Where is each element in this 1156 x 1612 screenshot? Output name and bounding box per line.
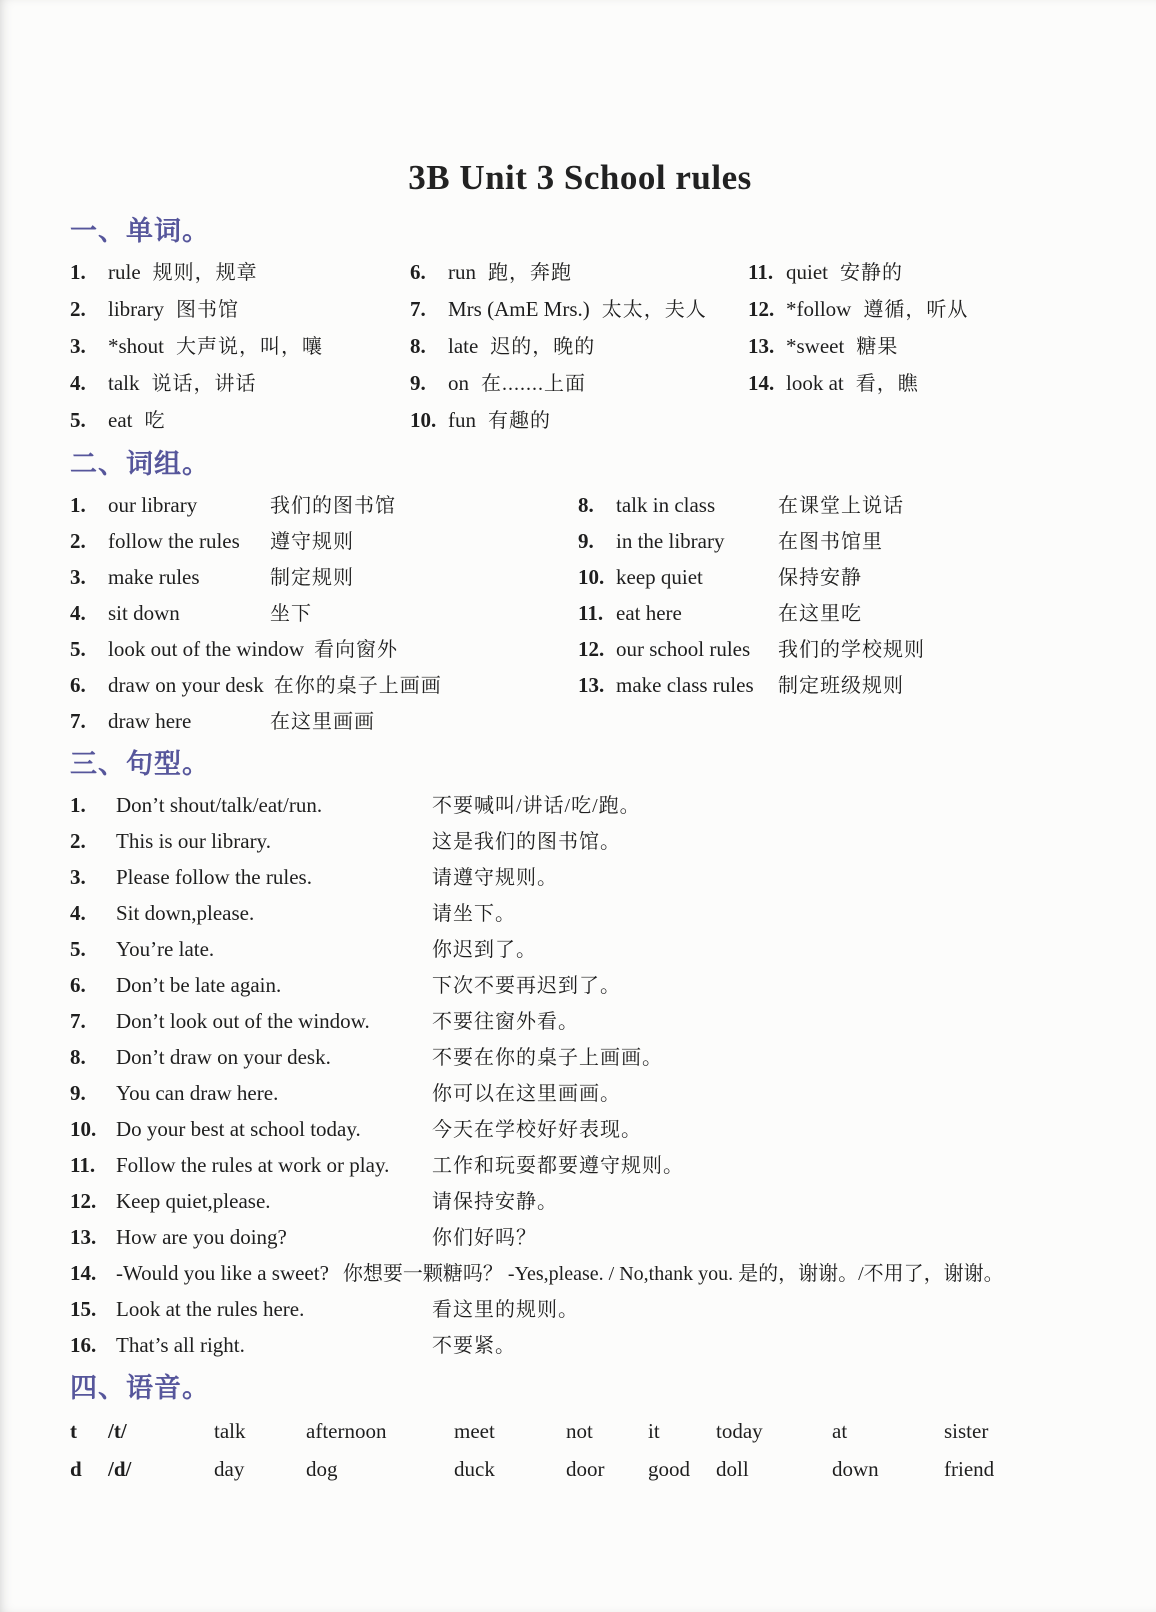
sentence-english: That’s all right. (116, 1333, 245, 1357)
sentence-chinese: 你们好吗？ (432, 1227, 537, 1249)
phrases-list (70, 489, 1090, 741)
sentence-number: 11. (70, 1153, 96, 1177)
phrase-chinese: 坐下 (270, 603, 312, 625)
phrase-chinese: 制定班级规则 (778, 675, 904, 697)
sentence-english: -Would you like a sweet? (116, 1261, 329, 1285)
phonics-letter: t (70, 1419, 77, 1443)
word-number: 8. (410, 334, 426, 358)
sentence-item (70, 1293, 1090, 1329)
phonics-word: down (832, 1457, 879, 1481)
sentence-item (70, 1005, 1090, 1041)
sentence-english: Don’t shout/talk/eat/run. (116, 793, 323, 817)
phrase-chinese: 保持安静 (778, 567, 862, 589)
phrase-number: 5. (70, 637, 86, 661)
word-item (748, 330, 1090, 367)
section-sentences-heading: 三、句型。 (70, 749, 210, 779)
word-english: run (448, 260, 476, 284)
word-chinese: 太太，夫人 (601, 299, 707, 321)
sentence-item (70, 1077, 1090, 1113)
phrase-english: make class rules (616, 673, 754, 697)
phrase-english: keep quiet (616, 565, 703, 589)
sentence-item (70, 933, 1090, 969)
sentence-english: Please follow the rules. (116, 865, 312, 889)
sentence-item (70, 789, 1090, 825)
word-item (70, 256, 410, 293)
sentence-number: 6. (70, 973, 86, 997)
phrase-english: sit down (108, 601, 180, 625)
sentence-chinese: 工作和玩耍都要遵守规则。 (432, 1155, 684, 1177)
word-item (70, 293, 410, 330)
sentence-item (70, 897, 1090, 933)
phonics-letter: d (70, 1457, 82, 1481)
sentence-chinese: 你想要一颗糖吗？ -Yes,please. / No,thank you. 是的，谢谢。/不用了，谢谢。 (342, 1263, 1004, 1285)
phonics-word: it (648, 1419, 660, 1443)
word-number: 13. (748, 334, 775, 358)
sentence-number: 8. (70, 1045, 86, 1069)
word-english: library (108, 297, 164, 321)
sentence-item (70, 1041, 1090, 1077)
phrase-chinese: 我们的学校规则 (778, 639, 925, 661)
phrase-number: 3. (70, 565, 86, 589)
word-english: Mrs (AmE Mrs.) (448, 297, 590, 321)
word-chinese: 大声说，叫，嚷 (176, 336, 324, 358)
word-item (410, 404, 748, 441)
phrases-column-left (70, 489, 578, 741)
word-english: *follow (786, 297, 852, 321)
words-column-1 (70, 256, 410, 441)
word-english: talk (108, 371, 140, 395)
phonics-word: door (566, 1457, 605, 1481)
word-english: quiet (786, 260, 828, 284)
phrase-chinese: 制定规则 (270, 567, 354, 589)
phonics-word: day (214, 1457, 245, 1481)
phrase-english: talk in class (616, 493, 716, 517)
sentence-item (70, 969, 1090, 1005)
sentence-english: Don’t draw on your desk. (116, 1045, 331, 1069)
phrase-item (70, 489, 578, 525)
phrase-item (70, 705, 578, 741)
phonics-word: not (566, 1419, 593, 1443)
word-chinese: 遵循，听从 (863, 299, 969, 321)
word-number: 7. (410, 297, 426, 321)
word-english: on (448, 371, 469, 395)
sentence-chinese: 请坐下。 (432, 903, 516, 925)
word-item (748, 293, 1090, 330)
sentences-list (70, 789, 1090, 1365)
word-chinese: 跑，奔跑 (488, 262, 572, 284)
sentence-number: 4. (70, 901, 86, 925)
sentence-english: Look at the rules here. (116, 1297, 305, 1321)
word-english: look at (786, 371, 844, 395)
phrase-number: 11. (578, 601, 604, 625)
phrase-number: 6. (70, 673, 86, 697)
sentence-chinese: 看这里的规则。 (432, 1299, 579, 1321)
sentence-number: 10. (70, 1117, 97, 1141)
section-words-heading: 一、单词。 (70, 216, 210, 246)
phrase-chinese: 遵守规则 (270, 531, 354, 553)
phrase-english: our library (108, 493, 198, 517)
sentence-number: 9. (70, 1081, 86, 1105)
words-column-2 (410, 256, 748, 441)
word-english: fun (448, 408, 476, 432)
sentence-chinese: 你可以在这里画画。 (432, 1083, 621, 1105)
word-number: 5. (70, 408, 86, 432)
phonics-phoneme: /d/ (108, 1457, 132, 1481)
phrase-english: draw here (108, 709, 192, 733)
sentence-number: 13. (70, 1225, 97, 1249)
phrase-item (70, 597, 578, 633)
phrase-english: make rules (108, 565, 200, 589)
word-item (410, 367, 748, 404)
phrase-number: 1. (70, 493, 86, 517)
phrase-item (578, 669, 1090, 705)
sentence-chinese: 不要在你的桌子上画画。 (432, 1047, 663, 1069)
sentence-number: 12. (70, 1189, 97, 1213)
phrase-item (578, 633, 1090, 669)
word-english: eat (108, 408, 133, 432)
sentence-chinese: 请保持安静。 (432, 1191, 558, 1213)
phonics-word: talk (214, 1419, 246, 1443)
sentence-chinese: 请遵守规则。 (432, 867, 558, 889)
word-english: *shout (108, 334, 165, 358)
word-chinese: 图书馆 (175, 299, 239, 321)
sentence-item (70, 1329, 1090, 1365)
word-number: 2. (70, 297, 86, 321)
sentence-item (70, 1149, 1090, 1185)
sentence-chinese: 下次不要再迟到了。 (432, 975, 621, 997)
phrase-chinese: 在课堂上说话 (778, 495, 904, 517)
word-number: 6. (410, 260, 426, 284)
phrase-chinese: 我们的图书馆 (270, 495, 396, 517)
word-item (70, 367, 410, 404)
phonics-word: duck (454, 1457, 495, 1481)
phrase-item (70, 669, 578, 705)
page-title: 3B Unit 3 School rules (408, 158, 752, 197)
sentence-english: Sit down,please. (116, 901, 255, 925)
sentence-number: 5. (70, 937, 86, 961)
word-chinese: 有趣的 (488, 410, 551, 432)
word-number: 3. (70, 334, 86, 358)
phonics-word: friend (944, 1457, 995, 1481)
phrase-english: in the library (616, 529, 725, 553)
word-english: late (448, 334, 479, 358)
word-number: 11. (748, 260, 774, 284)
phonics-table (70, 1419, 1090, 1482)
phrase-number: 9. (578, 529, 594, 553)
phrase-item (70, 561, 578, 597)
phrases-column-right (578, 489, 1090, 741)
sentence-english: Don’t be late again. (116, 973, 282, 997)
phrase-chinese: 看向窗外 (313, 639, 398, 661)
phrase-item (578, 561, 1090, 597)
phrase-english: draw on your desk (108, 673, 264, 697)
sentence-english: This is our library. (116, 829, 271, 853)
phonics-word: afternoon (306, 1419, 387, 1443)
sentence-item (70, 1257, 1090, 1293)
phrase-number: 8. (578, 493, 594, 517)
phonics-word: today (716, 1419, 763, 1443)
phrase-item (578, 525, 1090, 561)
word-number: 10. (410, 408, 437, 432)
sentence-number: 14. (70, 1261, 97, 1285)
sentence-english: You’re late. (116, 937, 215, 961)
sentence-item (70, 1185, 1090, 1221)
phrase-chinese: 在图书馆里 (778, 531, 883, 553)
word-chinese: 看，瞧 (855, 373, 919, 395)
phrase-english: our school rules (616, 637, 751, 661)
word-item (748, 256, 1090, 293)
word-chinese: 吃 (144, 410, 166, 432)
sentence-chinese: 这是我们的图书馆。 (432, 831, 621, 853)
phrase-english: look out of the window (108, 637, 304, 661)
word-chinese: 说话，讲话 (151, 373, 257, 395)
sentence-english: You can draw here. (116, 1081, 279, 1105)
words-column-3 (748, 256, 1090, 441)
sentence-item (70, 825, 1090, 861)
word-item (410, 330, 748, 367)
sentence-item (70, 1221, 1090, 1257)
word-chinese: 迟的，晚的 (490, 336, 596, 358)
word-item (410, 256, 748, 293)
sentence-english: Do your best at school today. (116, 1117, 361, 1141)
phrase-number: 12. (578, 637, 605, 661)
phrase-number: 13. (578, 673, 605, 697)
phonics-word: good (648, 1457, 690, 1481)
phonics-phoneme: /t/ (108, 1419, 127, 1443)
sentence-chinese: 不要喊叫/讲话/吃/跑。 (432, 795, 641, 817)
phrase-chinese: 在这里画画 (270, 711, 375, 733)
phrase-number: 4. (70, 601, 86, 625)
phrase-number: 7. (70, 709, 86, 733)
word-number: 1. (70, 260, 86, 284)
word-item (70, 404, 410, 441)
phrase-number: 10. (578, 565, 605, 589)
sentence-english: Follow the rules at work or play. (116, 1153, 390, 1177)
sentence-item (70, 861, 1090, 897)
sentence-english: Keep quiet,please. (116, 1189, 271, 1213)
phrase-item (578, 489, 1090, 525)
sentence-number: 3. (70, 865, 86, 889)
section-phonics-heading: 四、语音。 (70, 1373, 210, 1403)
word-item (70, 330, 410, 367)
sentence-number: 1. (70, 793, 86, 817)
phrase-chinese: 在你的桌子上画画 (273, 675, 442, 697)
word-chinese: 规则，规章 (152, 262, 258, 284)
sentence-chinese: 不要往窗外看。 (432, 1011, 579, 1033)
phonics-word: at (832, 1419, 848, 1443)
sentence-number: 15. (70, 1297, 97, 1321)
phonics-word: sister (944, 1419, 989, 1443)
word-chinese: 糖果 (856, 336, 899, 358)
sentence-english: Don’t look out of the window. (116, 1009, 370, 1033)
sentence-chinese: 今天在学校好好表现。 (432, 1119, 642, 1141)
phrase-english: eat here (616, 601, 682, 625)
sentence-english: How are you doing? (116, 1225, 287, 1249)
sentence-item (70, 1113, 1090, 1149)
sentence-number: 7. (70, 1009, 86, 1033)
phonics-word: meet (454, 1419, 495, 1443)
word-item (748, 367, 1090, 404)
word-number: 12. (748, 297, 775, 321)
word-chinese: 在.......上面 (481, 373, 586, 395)
phonics-word: doll (716, 1457, 749, 1481)
phrase-number: 2. (70, 529, 86, 553)
sentence-number: 16. (70, 1333, 97, 1357)
phrase-chinese: 在这里吃 (778, 603, 862, 625)
phrase-item (578, 597, 1090, 633)
sentence-chinese: 你迟到了。 (432, 939, 537, 961)
phrase-english: follow the rules (108, 529, 240, 553)
phrase-item (70, 633, 578, 669)
words-list (70, 256, 1090, 441)
section-phrases-heading: 二、词组。 (70, 449, 210, 479)
word-number: 4. (70, 371, 86, 395)
sentence-number: 2. (70, 829, 86, 853)
word-chinese: 安静的 (840, 262, 903, 284)
word-item (410, 293, 748, 330)
word-number: 9. (410, 371, 426, 395)
word-english: rule (108, 260, 141, 284)
word-english: *sweet (786, 334, 845, 358)
phrase-item (70, 525, 578, 561)
sentence-chinese: 不要紧。 (432, 1335, 516, 1357)
phonics-word: dog (306, 1457, 338, 1481)
word-number: 14. (748, 371, 775, 395)
